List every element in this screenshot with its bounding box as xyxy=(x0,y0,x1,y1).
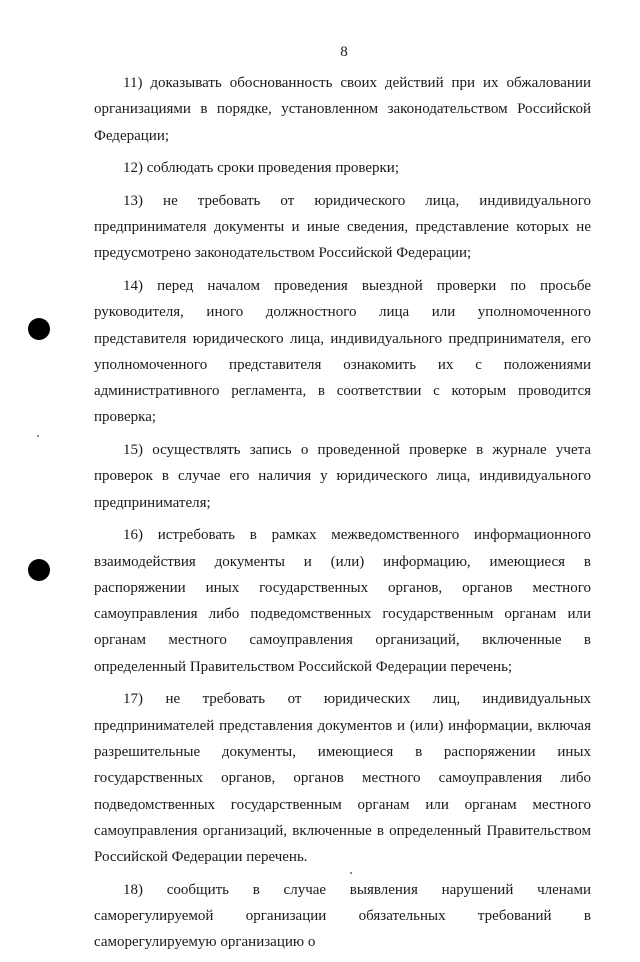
paragraph-item-12: 12) соблюдать сроки проведения проверки; xyxy=(123,160,399,177)
punch-hole-top xyxy=(28,318,50,340)
punch-hole-bottom xyxy=(28,559,50,581)
paragraph-item-15: 15) осуществлять запись о проведенной проверке в журнале учета проверок в случае его наличия у юридического лица, индивидуального предпринимателя; xyxy=(94,442,591,511)
paragraph-item-16: 16) истребовать в рамках межведомственного информационного взаимодействия документы и (или) информацию, имеющиеся в распоряжении иных государственных органов, органов местного самоуправления либо подведомственных государственным органам или органам местного самоуправления организаций, включенные в определенный Правительством Российской Федерации перечень; xyxy=(94,527,591,675)
paragraph-item-11: 11) доказывать обоснованность своих действий при их обжаловании организациями в порядке, установленном законодательством Российской Федерации; xyxy=(94,75,591,144)
paragraph-item-17: 17) не требовать от юридических лиц, индивидуальных предпринимателей представления документов и (или) информации, включая разрешительные документы, имеющиеся в распоряжении иных государственных органов, органов местного самоуправления либо подведомственных государственным органам или органам местного самоуправления организаций, включенные в определенный Правительством Российской Федерации перечень. xyxy=(94,691,591,866)
scan-speck xyxy=(350,872,352,874)
page-number: 8 xyxy=(340,44,348,60)
document-body xyxy=(94,70,591,962)
paragraph-item-14: 14) перед началом проведения выездной проверки по просьбе руководителя, иного должностного лица или уполномоченного представителя юридического лица, индивидуального предпринимателя, его уполномоченного представителя ознакомить их с положениями административного регламента, в соответствии с которым проводится проверка; xyxy=(94,277,591,426)
scan-speck xyxy=(37,435,39,437)
paragraph-item-18: 18) сообщить в случае выявления нарушений членами саморегулируемой организации обязательных требований в саморегулируемую организацию о xyxy=(94,881,591,951)
paragraph-item-13: 13) не требовать от юридического лица, индивидуального предпринимателя документы и иные сведения, представление которых не предусмотрено законодательством Российской Федерации; xyxy=(94,192,591,262)
